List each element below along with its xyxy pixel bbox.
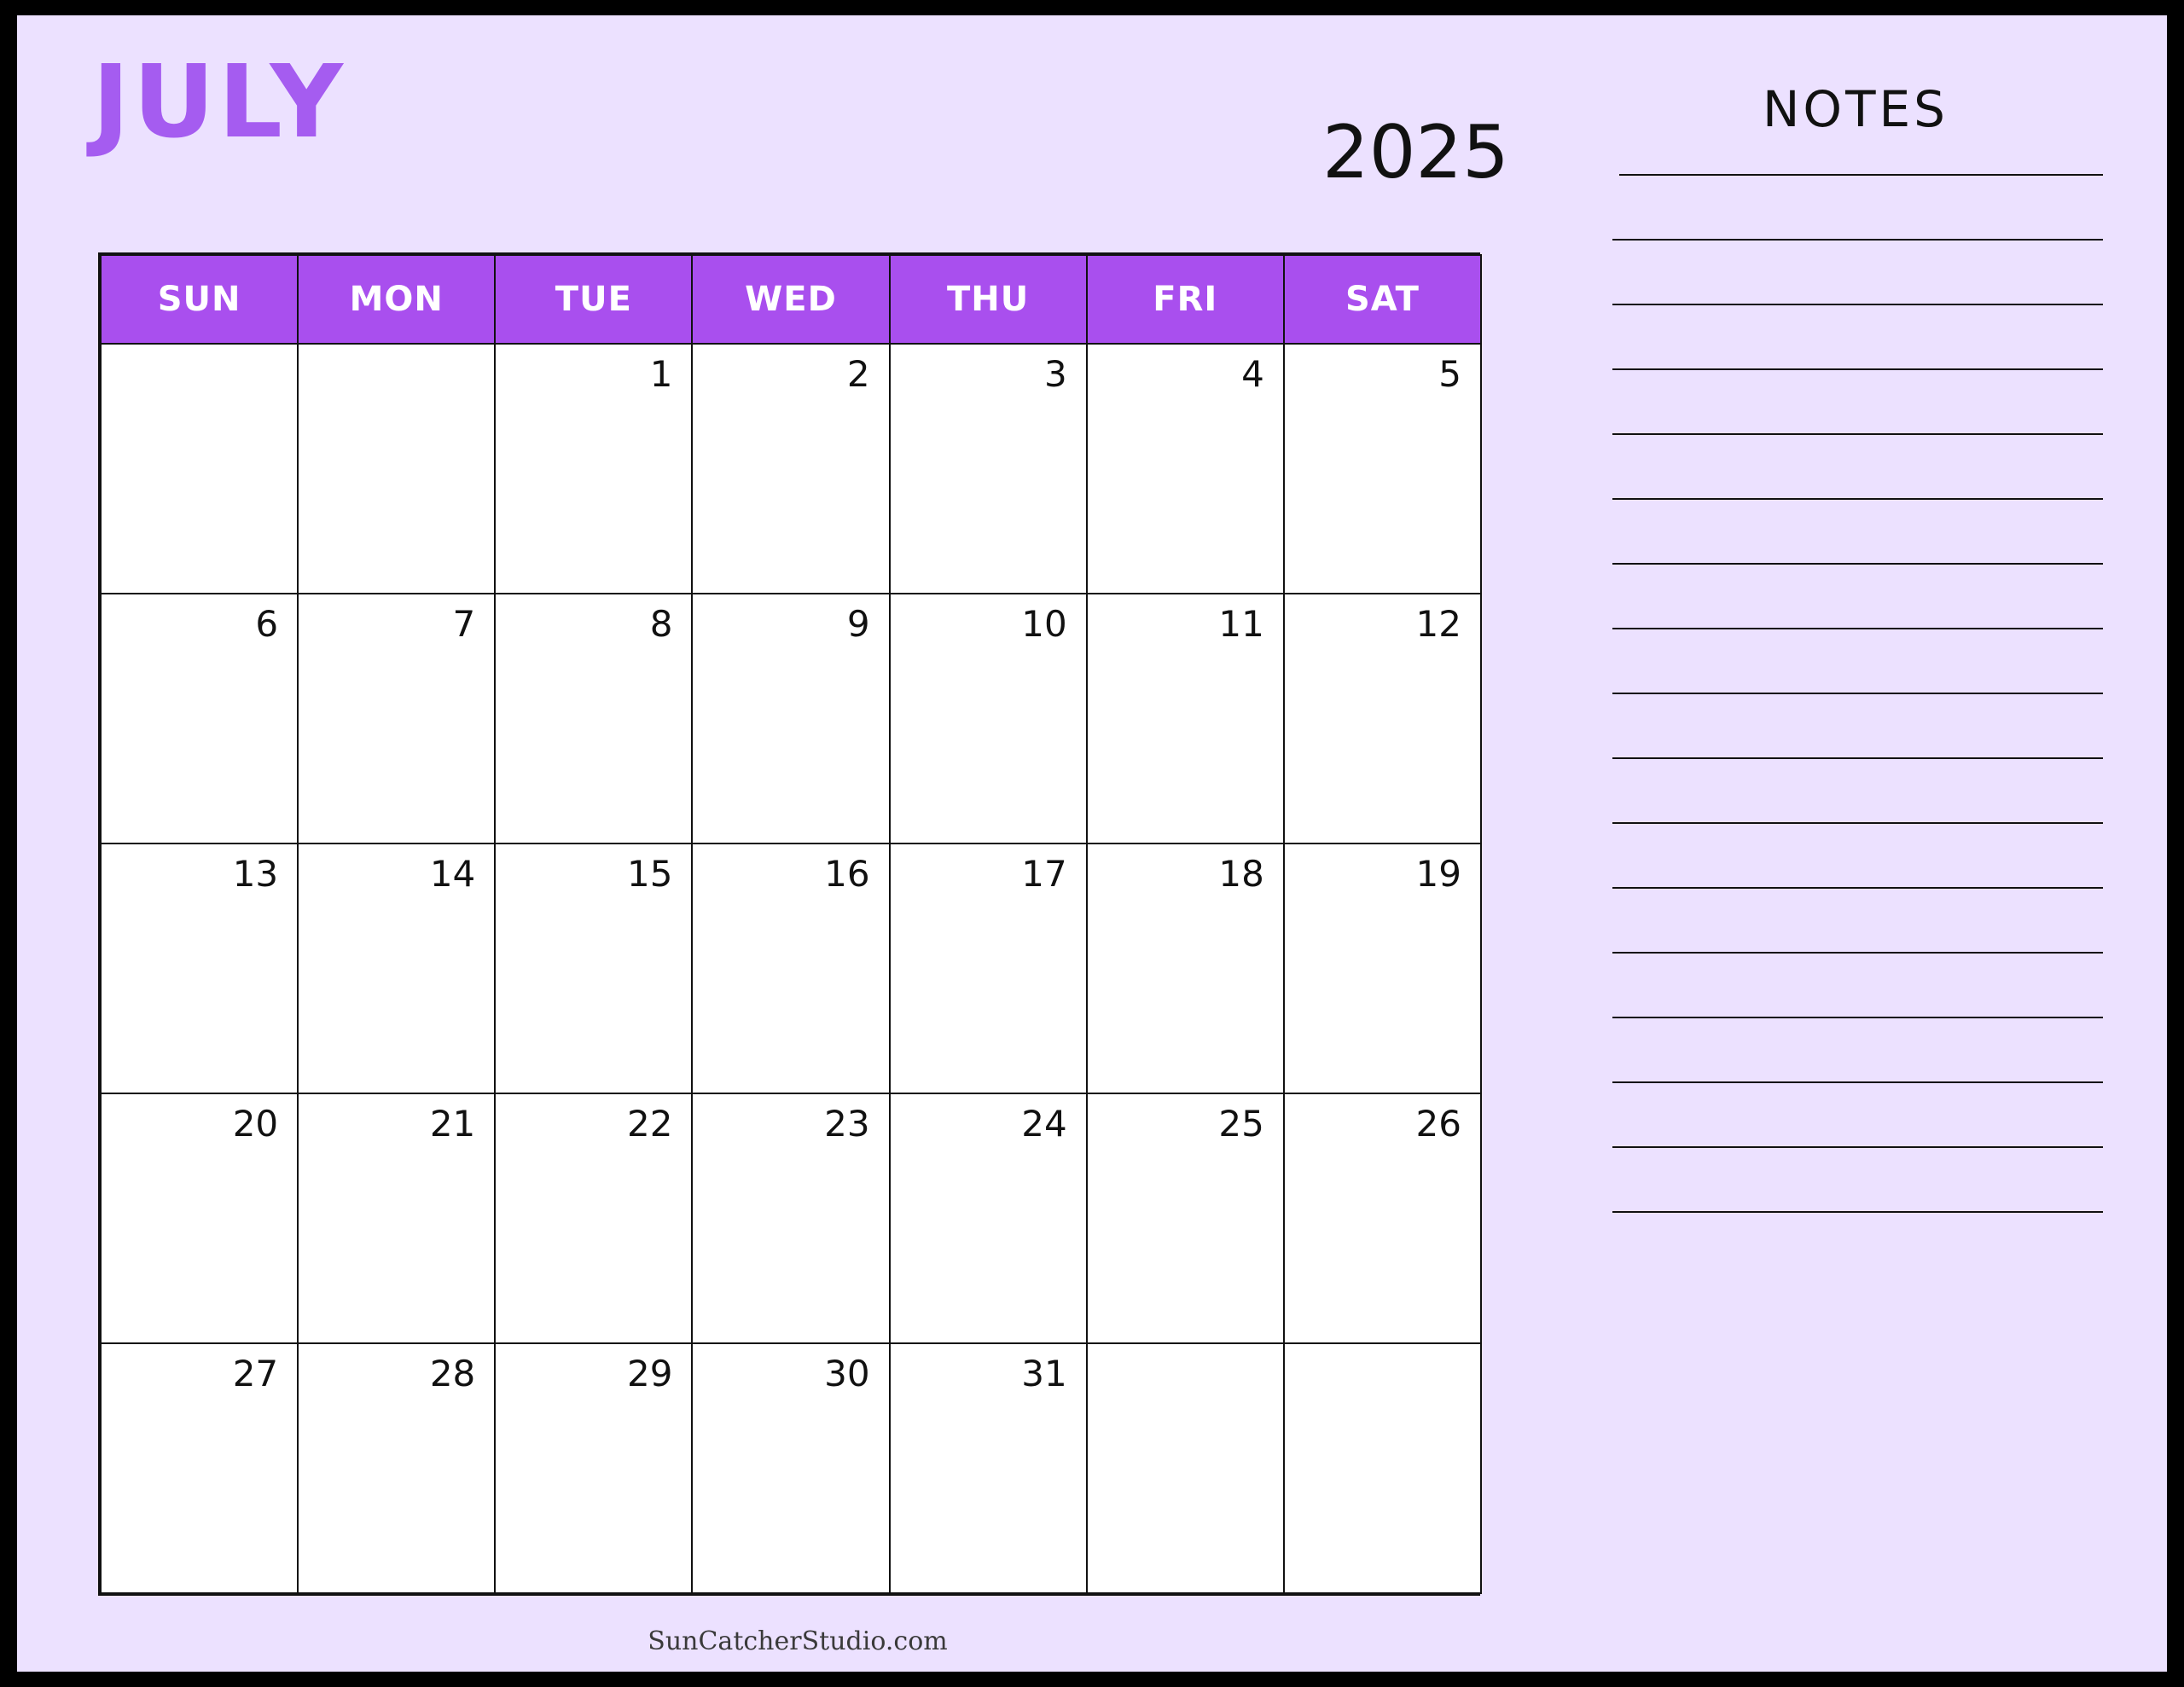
- day-cell[interactable]: 2: [692, 344, 889, 594]
- day-cell[interactable]: 29: [495, 1343, 692, 1593]
- day-cell[interactable]: 28: [298, 1343, 495, 1593]
- weekday-header-mon: MON: [298, 255, 495, 344]
- day-cell[interactable]: 16: [692, 844, 889, 1093]
- day-cell[interactable]: 22: [495, 1093, 692, 1343]
- day-cell[interactable]: 23: [692, 1093, 889, 1343]
- day-cell[interactable]: 3: [890, 344, 1087, 594]
- note-line[interactable]: [1619, 174, 2103, 176]
- weekday-header-row: [101, 255, 1481, 344]
- weekday-header-wed: WED: [692, 255, 889, 344]
- note-line[interactable]: [1612, 1081, 2103, 1083]
- weekday-header-fri: FRI: [1087, 255, 1284, 344]
- month-title: JULY: [92, 43, 346, 160]
- notes-column: [1578, 15, 2167, 1672]
- note-line[interactable]: [1612, 1017, 2103, 1018]
- day-cell[interactable]: 1: [495, 344, 692, 594]
- calendar-table: [100, 254, 1482, 1594]
- note-line[interactable]: [1612, 1146, 2103, 1148]
- note-line[interactable]: [1612, 498, 2103, 500]
- day-cell[interactable]: 18: [1087, 844, 1284, 1093]
- note-line[interactable]: [1612, 368, 2103, 370]
- calendar-sheet: [17, 15, 2167, 1672]
- day-cell[interactable]: 12: [1284, 594, 1481, 844]
- weekday-header-sun: SUN: [101, 255, 298, 344]
- calendar-week-row: [101, 844, 1481, 1093]
- weekday-header-thu: THU: [890, 255, 1087, 344]
- calendar-week-row: [101, 1093, 1481, 1343]
- calendar-grid: [98, 252, 1480, 1596]
- weekday-header-tue: TUE: [495, 255, 692, 344]
- note-line[interactable]: [1612, 239, 2103, 241]
- note-line[interactable]: [1612, 433, 2103, 435]
- day-cell[interactable]: 25: [1087, 1093, 1284, 1343]
- note-line[interactable]: [1612, 563, 2103, 565]
- day-cell[interactable]: 15: [495, 844, 692, 1093]
- day-cell[interactable]: [101, 344, 298, 594]
- day-cell[interactable]: 26: [1284, 1093, 1481, 1343]
- note-line[interactable]: [1612, 1211, 2103, 1213]
- note-line[interactable]: [1612, 952, 2103, 954]
- calendar-week-row: [101, 1343, 1481, 1593]
- day-cell[interactable]: 8: [495, 594, 692, 844]
- note-line[interactable]: [1612, 757, 2103, 759]
- day-cell[interactable]: 19: [1284, 844, 1481, 1093]
- day-cell[interactable]: 24: [890, 1093, 1087, 1343]
- day-cell[interactable]: 17: [890, 844, 1087, 1093]
- day-cell[interactable]: [298, 344, 495, 594]
- note-line[interactable]: [1612, 304, 2103, 305]
- day-cell[interactable]: 9: [692, 594, 889, 844]
- calendar-week-row: [101, 344, 1481, 594]
- day-cell[interactable]: 31: [890, 1343, 1087, 1593]
- day-cell[interactable]: 21: [298, 1093, 495, 1343]
- year-title: 2025: [1322, 110, 1509, 195]
- note-line[interactable]: [1612, 693, 2103, 694]
- note-line[interactable]: [1612, 887, 2103, 889]
- day-cell[interactable]: 14: [298, 844, 495, 1093]
- day-cell[interactable]: [1284, 1343, 1481, 1593]
- day-cell[interactable]: 11: [1087, 594, 1284, 844]
- footer-credit: SunCatcherStudio.com: [648, 1626, 948, 1656]
- day-cell[interactable]: 4: [1087, 344, 1284, 594]
- day-cell[interactable]: 7: [298, 594, 495, 844]
- day-cell[interactable]: 30: [692, 1343, 889, 1593]
- notes-lines[interactable]: [1612, 174, 2103, 1213]
- calendar-column: [17, 15, 1578, 1672]
- day-cell[interactable]: 20: [101, 1093, 298, 1343]
- calendar-title-row: [17, 15, 1578, 212]
- note-line[interactable]: [1612, 628, 2103, 629]
- note-line[interactable]: [1612, 822, 2103, 824]
- day-cell[interactable]: 27: [101, 1343, 298, 1593]
- notes-title: NOTES: [1763, 80, 1949, 138]
- calendar-week-row: [101, 594, 1481, 844]
- day-cell[interactable]: 10: [890, 594, 1087, 844]
- day-cell[interactable]: [1087, 1343, 1284, 1593]
- day-cell[interactable]: 5: [1284, 344, 1481, 594]
- day-cell[interactable]: 6: [101, 594, 298, 844]
- day-cell[interactable]: 13: [101, 844, 298, 1093]
- weekday-header-sat: SAT: [1284, 255, 1481, 344]
